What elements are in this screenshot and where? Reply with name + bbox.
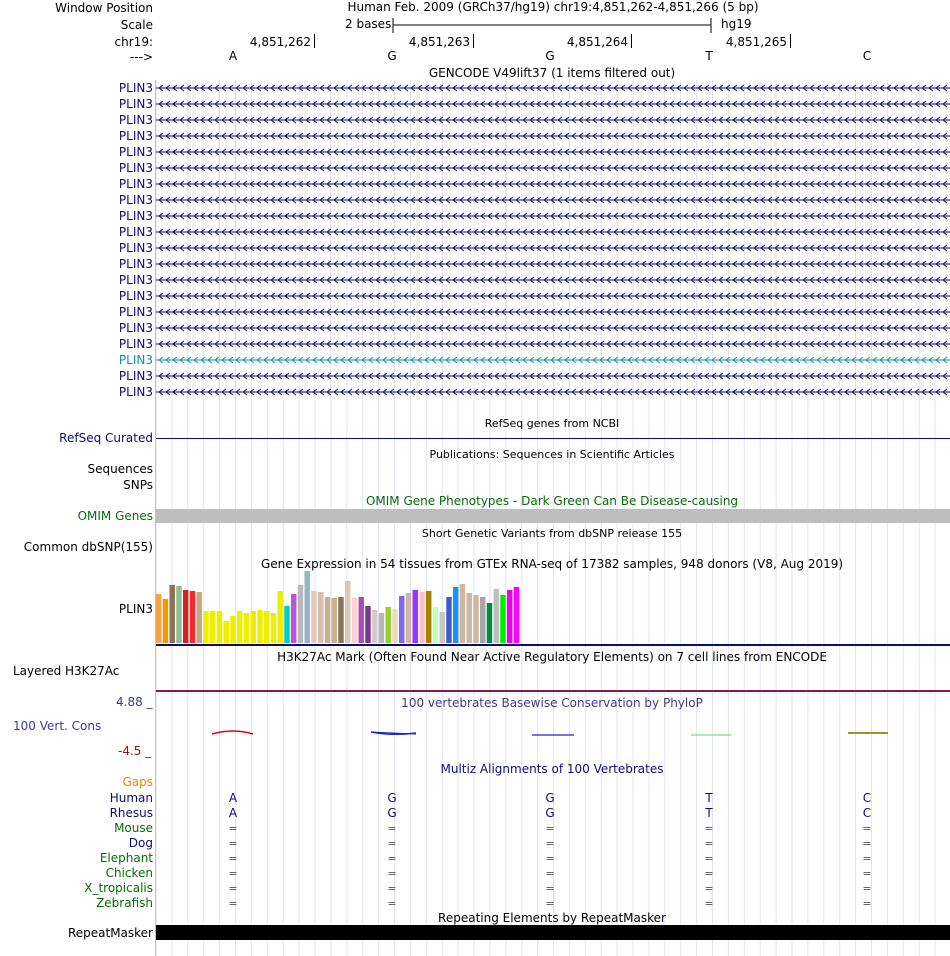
sequence-base: G [387, 49, 397, 63]
gencode-transcript-label[interactable]: PLIN3 [118, 289, 153, 303]
alignment-base: A [228, 806, 238, 820]
gtex-tissue-bar [359, 597, 364, 643]
gencode-transcript-label[interactable]: PLIN3 [118, 145, 153, 159]
gtex-tissue-bar [176, 586, 181, 643]
gtex-tissue-bar [203, 611, 208, 643]
gtex-tissue-bar [460, 584, 465, 643]
alignment-base: C [862, 806, 872, 820]
gtex-tissue-bar [406, 593, 411, 643]
gencode-transcript-label[interactable]: PLIN3 [118, 337, 153, 351]
window-position-label: Window Position [55, 1, 153, 15]
phylop-max-value: 4.88 _ [116, 695, 153, 709]
sequence-base: C [862, 49, 872, 63]
alignment-base: = [387, 867, 397, 880]
gaps-label[interactable]: Gaps [122, 775, 153, 789]
alignment-base: G [387, 791, 397, 805]
refseq-track-title[interactable]: RefSeq genes from NCBI [484, 417, 620, 430]
gencode-transcript-label[interactable]: PLIN3 [118, 129, 153, 143]
scale-bar [390, 16, 720, 34]
gtex-tissue-bar [298, 585, 303, 643]
gtex-tissue-bar [473, 595, 478, 643]
alignment-base: = [228, 837, 238, 850]
alignment-base: = [862, 882, 872, 895]
scale-text: 2 bases [345, 17, 392, 31]
species-label[interactable]: Mouse [114, 821, 153, 835]
coordinate-tick-label: 4,851,262 [249, 35, 311, 49]
sequence-base: G [545, 49, 555, 63]
gtex-tissue-bar [305, 571, 310, 643]
coordinate-tick [631, 34, 632, 48]
gtex-bar-chart[interactable] [156, 571, 950, 646]
gtex-tissue-bar [345, 581, 350, 643]
gencode-track-title[interactable]: GENCODE V49lift37 (1 items filtered out) [428, 66, 676, 80]
chrom-label: chr19: [114, 35, 153, 49]
gencode-transcript-label[interactable]: PLIN3 [118, 385, 153, 399]
alignment-base: = [704, 897, 714, 910]
alignment-base: = [228, 822, 238, 835]
gtex-tissue-bar [494, 589, 499, 643]
gtex-tissue-bar [487, 603, 492, 643]
gtex-tissue-bar [446, 597, 451, 643]
gtex-tissue-bar [251, 611, 256, 643]
dbsnp-track-title[interactable]: Short Genetic Variants from dbSNP release 155 [421, 527, 683, 540]
alignment-base: G [545, 791, 555, 805]
gtex-tissue-bar [467, 593, 472, 643]
publications-track-title[interactable]: Publications: Sequences in Scientific Articles [429, 448, 675, 461]
gtex-tissue-bar [426, 591, 431, 643]
species-label[interactable]: Zebrafish [96, 896, 153, 910]
gtex-tissue-bar [433, 607, 438, 643]
coordinate-tick-label: 4,851,264 [566, 35, 628, 49]
gtex-tissue-bar [352, 598, 357, 643]
scale-label: Scale [120, 18, 153, 32]
gtex-tissue-bar [278, 591, 283, 643]
alignment-base: = [545, 897, 555, 910]
species-label[interactable]: Human [109, 791, 153, 805]
gtex-tissue-bar [170, 585, 175, 643]
coordinate-tick-label: 4,851,265 [725, 35, 787, 49]
gencode-transcript-label[interactable]: PLIN3 [118, 177, 153, 191]
gtex-tissue-bar [379, 613, 384, 643]
alignment-base: = [862, 837, 872, 850]
species-label[interactable]: X_tropicalis [84, 881, 153, 895]
omim-feature-bar[interactable] [156, 509, 950, 523]
alignment-base: = [704, 837, 714, 850]
gtex-tissue-bar [264, 611, 269, 643]
alignment-base: T [705, 791, 713, 805]
coordinate-tick-label: 4,851,263 [408, 35, 470, 49]
alignment-base: G [545, 806, 555, 820]
dbsnp-label[interactable]: Common dbSNP(155) [23, 540, 153, 554]
gencode-transcript-label[interactable]: PLIN3 [118, 225, 153, 239]
alignment-base: = [545, 837, 555, 850]
gtex-tissue-bar [237, 611, 242, 643]
gtex-track-title[interactable]: Gene Expression in 54 tissues from GTEx RNA-seq of 17382 samples, 948 donors (V8, Aug 2019) [260, 557, 844, 571]
sequences-label[interactable]: Sequences [87, 462, 153, 476]
species-label[interactable]: Dog [128, 836, 153, 850]
coordinate-tick [314, 34, 315, 48]
gencode-transcript-label[interactable]: PLIN3 [118, 369, 153, 383]
gtex-tissue-bar [284, 606, 289, 643]
gtex-tissue-bar [210, 611, 215, 643]
alignment-base: = [387, 837, 397, 850]
gtex-tissue-bar [325, 597, 330, 643]
gtex-tissue-bar [291, 594, 296, 643]
coordinate-tick [790, 34, 791, 48]
gtex-tissue-bar [271, 613, 276, 643]
alignment-base: = [862, 897, 872, 910]
repeatmasker-track-title[interactable]: Repeating Elements by RepeatMasker [438, 911, 666, 925]
gtex-tissue-bar [399, 596, 404, 643]
gtex-tissue-bar [372, 610, 377, 643]
gencode-transcript-label[interactable]: PLIN3 [118, 113, 153, 127]
scale-db: hg19 [721, 17, 752, 31]
phylop-track-title[interactable]: 100 vertebrates Basewise Conservation by PhyloP [401, 696, 703, 710]
gtex-tissue-bar [480, 597, 485, 643]
phylop-label[interactable]: 100 Vert. Cons [13, 719, 102, 733]
gencode-transcript-label[interactable]: PLIN3 [118, 257, 153, 271]
gtex-divider [156, 644, 950, 646]
species-label[interactable]: Rhesus [109, 806, 153, 820]
phylop-min-value: -4.5 _ [118, 744, 152, 758]
assembly-position-title[interactable]: Human Feb. 2009 (GRCh37/hg19) chr19:4,851,262-4,851,266 (5 bp) [347, 0, 759, 14]
alignment-base: A [228, 791, 238, 805]
h3k27ac-track-title[interactable]: H3K27Ac Mark (Often Found Near Active Regulatory Elements) on 7 cell lines from ENCODE [277, 650, 827, 664]
gencode-transcript-label[interactable]: PLIN3 [118, 209, 153, 223]
alignment-base: = [545, 852, 555, 865]
species-label[interactable]: Elephant [99, 851, 153, 865]
alignment-base: = [545, 822, 555, 835]
refseq-label[interactable]: RefSeq Curated [59, 431, 153, 445]
gtex-tissue-bar [419, 592, 424, 643]
gtex-tissue-bar [392, 609, 397, 643]
gtex-tissue-bar [386, 607, 391, 643]
gencode-transcript-label[interactable]: PLIN3 [118, 305, 153, 319]
species-label[interactable]: Chicken [105, 866, 153, 880]
gtex-tissue-bar [500, 595, 505, 643]
alignment-base: G [387, 806, 397, 820]
alignment-base: = [862, 822, 872, 835]
sequence-base: T [705, 49, 713, 63]
alignment-base: = [704, 822, 714, 835]
gtex-tissue-bar [318, 592, 323, 643]
gtex-tissue-bar [338, 597, 343, 643]
gtex-tissue-bar [156, 594, 161, 643]
gtex-tissue-bar [183, 590, 188, 643]
gencode-transcript-label[interactable]: PLIN3 [118, 161, 153, 175]
gencode-transcript-label[interactable]: PLIN3 [118, 81, 153, 95]
repeatmasker-bar[interactable] [156, 925, 950, 940]
gencode-transcript-label[interactable]: PLIN3 [118, 321, 153, 335]
alignment-base: = [704, 882, 714, 895]
gtex-tissue-bar [197, 592, 202, 643]
gtex-tissue-bar [332, 598, 337, 643]
gtex-tissue-bar [453, 587, 458, 643]
gtex-tissue-bar [507, 590, 512, 643]
gtex-tissue-bar [244, 613, 249, 643]
gtex-tissue-bar [190, 591, 195, 643]
alignment-base: = [704, 867, 714, 880]
repeatmasker-label[interactable]: RepeatMasker [67, 926, 153, 940]
coordinate-tick [473, 34, 474, 48]
gtex-tissue-bar [440, 612, 445, 643]
gencode-transcripts[interactable] [156, 80, 950, 416]
alignment-base: = [545, 882, 555, 895]
snps-label[interactable]: SNPs [123, 478, 153, 492]
omim-track-title[interactable]: OMIM Gene Phenotypes - Dark Green Can Be Disease-causing [365, 494, 739, 508]
alignment-base: = [862, 852, 872, 865]
alignment-base: = [387, 882, 397, 895]
alignment-base: = [228, 882, 238, 895]
alignment-base: T [705, 806, 713, 820]
alignment-base: C [862, 791, 872, 805]
gtex-tissue-bar [257, 610, 262, 643]
gencode-transcript-label[interactable]: PLIN3 [118, 97, 153, 111]
alignment-base: = [387, 822, 397, 835]
phylop-conservation-plot[interactable] [156, 722, 950, 742]
gencode-transcript-label[interactable]: PLIN3 [118, 241, 153, 255]
alignment-base: = [228, 867, 238, 880]
gtex-tissue-bar [224, 621, 229, 643]
alignment-base: = [228, 897, 238, 910]
gtex-tissue-bar [163, 599, 168, 643]
alignment-base: = [704, 852, 714, 865]
gtex-tissue-bar [413, 590, 418, 643]
sequence-base: A [228, 49, 238, 63]
gencode-transcript-label[interactable]: PLIN3 [118, 273, 153, 287]
gtex-gene-label[interactable]: PLIN3 [118, 602, 153, 616]
alignment-base: = [545, 867, 555, 880]
gencode-transcript-label[interactable]: PLIN3 [118, 193, 153, 207]
gtex-tissue-bar [311, 591, 316, 643]
alignment-base: = [862, 867, 872, 880]
gtex-tissue-bar [230, 616, 235, 643]
gencode-transcript-label[interactable]: PLIN3 [118, 353, 153, 367]
gtex-tissue-bar [514, 587, 519, 643]
gtex-tissue-bar [365, 606, 370, 643]
gtex-tissue-bar [217, 611, 222, 643]
refseq-gene-line[interactable] [156, 438, 950, 439]
omim-label[interactable]: OMIM Genes [77, 509, 153, 523]
strand-label: ---> [129, 50, 153, 64]
h3k27ac-baseline [156, 690, 950, 692]
alignment-base: = [387, 897, 397, 910]
h3k27ac-label[interactable]: Layered H3K27Ac [13, 664, 120, 678]
alignment-base: = [228, 852, 238, 865]
multiz-track-title[interactable]: Multiz Alignments of 100 Vertebrates [440, 762, 664, 776]
alignment-base: = [387, 852, 397, 865]
